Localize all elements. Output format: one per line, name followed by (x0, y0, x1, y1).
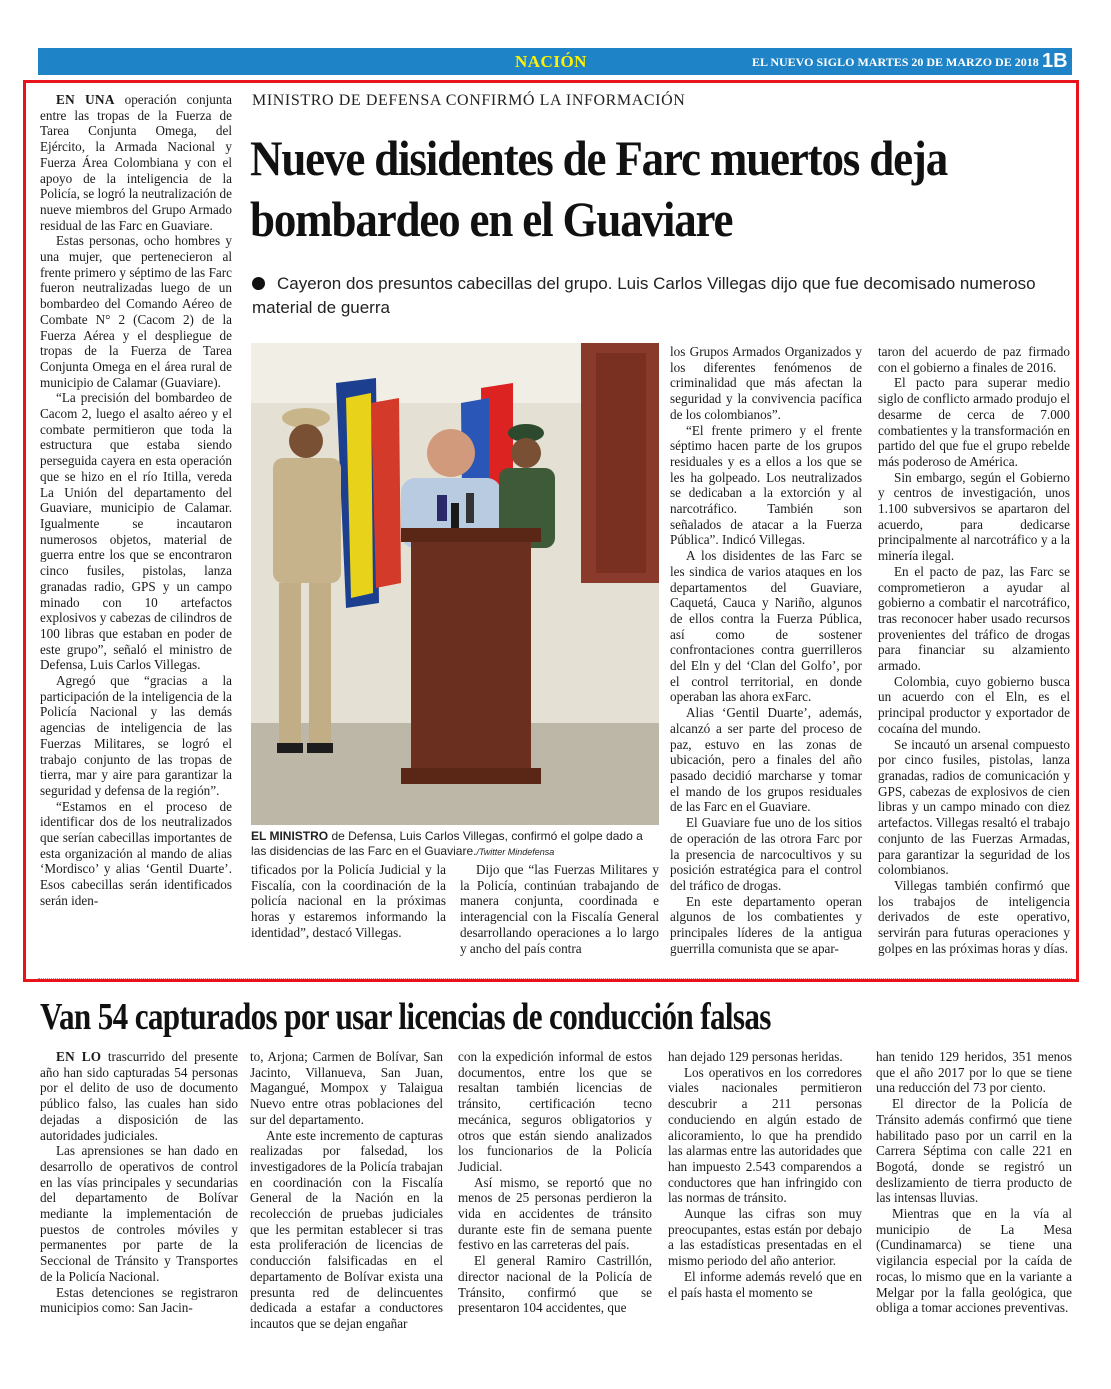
paragraph: operación conjunta entre las tropas de la Fuerza de Tarea Conjunta Omega, del Ejército, la Armada Nacional y Fuerza Área Colombiana y con el apoyo de la inteligencia de la Policía, se logró la neutralización de nueve miembros del Grupo Armado residual de las Farc en Guaviare. (40, 92, 232, 233)
subhead (252, 272, 1062, 320)
article-separator (38, 978, 1072, 979)
subhead-text: Cayeron dos presuntos cabecillas del grupo. Luis Carlos Villegas dijo que fue decomisado numeroso material de guerra (252, 274, 1036, 317)
article2-column-1 (40, 1049, 238, 1316)
press-conference-photo (251, 343, 659, 825)
paragraph: “Estamos en el proceso de identificar dos de los neutralizados que serían cabecillas importantes de esta organización al mando de alias ‘Mordisco’ y alias ‘Gentil Duarte’. Esos cabecillas serán identificados serán iden- (40, 798, 232, 908)
paragraph: Las aprensiones se han dado en desarrollo de operativos de control en las vías principales y secundarias del departamento de Bolívar mediante la implementación de puestos de controles móviles y permanentes por parte de la Seccional de Tránsito y Transportes de la Policía Nacional. (40, 1143, 238, 1284)
paragraph: Agregó que “gracias a la participación de la inteligencia de la Policía Nacional y las demás agencias de inteligencia de las Fuerzas Militares, se logró el trabajo conjunto de las tropas de tierra, mar y aire para garantizar la seguridad y defensa de la región”. (40, 673, 232, 798)
paragraph: Dijo que “las Fuerzas Militares y la Policía, continúan trabajando de manera conjunta, coordinada e interagencial con la Fiscalía General desarrollando operaciones a lo largo y ancho del país contra (460, 862, 659, 956)
photo-credit: /Twitter Mindefensa (476, 847, 555, 857)
paragraph: “El frente primero y el frente séptimo hacen parte de los grupos residuales y es a ellos a los que se les ha golpeado. Los neutralizados se dedicaban a la extorción y al narcotráfico. También son señalados de atacar a la Fuerza Pública”. Indicó Villegas. (670, 422, 862, 548)
photo-caption-lead: EL MINISTRO (251, 829, 329, 843)
paragraph: Colombia, cuyo gobierno busca un acuerdo con el Eln, es el principal productor y exportador de cocaína del mundo. (878, 673, 1070, 736)
paragraph: los Grupos Armados Organizados y los diferentes fenómenos de criminalidad que más afectan la seguridad y la convivencia pacífica de los colombianos”. (670, 344, 862, 422)
article1-column-3 (460, 862, 659, 956)
paragraph: Aunque las cifras son muy preocupantes, estas están por debajo a las estadísticas presentadas en el mismo periodo del año anterior. (668, 1206, 862, 1269)
paragraph: han tenido 129 heridos, 351 menos que el año 2017 por lo que se tiene una reducción del 73 por ciento. (876, 1049, 1072, 1096)
paragraph: Alias ‘Gentil Duarte’, además, alcanzó a ser parte del proceso de paz, estuvo en las zonas de ubicación, pero a finales del año pasado decidió marcharse y tomar el mando de los grupos residuales de las Farc en el Guaviare. (670, 705, 862, 815)
section-name: NACIÓN (515, 52, 587, 71)
paragraph: Los operativos en los corredores viales nacionales permitieron descubrir a 211 personas conduciendo en algún estado de alicoramiento, lo que ha prendido las alarmas entre las autoridades que han impuesto 2.543 comparendos a conductores que han infringido con las normas de tránsito. (668, 1064, 862, 1206)
paragraph: En este departamento operan algunos de los combatientes y principales líderes de la antigua guerrilla comunista que se apar- (670, 893, 862, 956)
paragraph: Estas detenciones se registraron municipios como: San Jacin- (40, 1284, 238, 1316)
paragraph: Sin embargo, según el Gobierno y centros de investigación, unos 1.100 subversivos se apartaron del acuerdo, para dedicarse principalmente al narcotráfico y a la minería ilegal. (878, 469, 1070, 564)
paragraph: to, Arjona; Carmen de Bolívar, San Jacinto, Villanueva, San Juan, Magangué, Mompox y Talaigua Nuevo entre otras poblaciones del sur del departamento. (250, 1049, 443, 1127)
paragraph: trascurrido del presente año han sido capturadas 54 personas por el delito de uso de documento público falso, las cuales han sido dejadas a disposición de las autoridades judiciales. (40, 1049, 239, 1143)
paragraph: Villegas también confirmó que los trabajos de inteligencia derivados de este operativo, servirán para futuras operaciones y golpes en las próximas horas y días. (878, 877, 1070, 956)
photo-caption (251, 829, 661, 860)
headline-secondary: Van 54 capturados por usar licencias de conducción falsas (40, 996, 771, 1038)
paragraph: A los disidentes de las Farc se les sindica de varios ataques en los departamentos del Guaviare, Caquetá, Cauca y Nariño, algunos de ellos contra la Fuerza Pública, así como de sostener confrontaciones contra guerrilleros del Eln y del ‘Clan del Golfo’, por el control territorial, en donde operaban las ahora exFarc. (670, 548, 862, 705)
article1-column-2 (251, 862, 446, 941)
paragraph: “La precisión del bombardeo de Cacom 2, luego el asalto aéreo y el combate permitieron que toda la estructura que estaba siendo perseguida cayera en esta operación que se hizo en el río Itilla, vereda La Unión del departamento del Guaviare, municipio de Calamar. Igualmente se incautaron numerosos objetos, material de guerra entre los que se encontraron cinco fusiles, pistolas, lanza granadas radio, GPS y un campo minado con 10 artefactos explosivos y cabezas de cilindros de 100 libras que estaban en poder de este grupo”, señaló el ministro de Defensa, Luis Carlos Villegas. (40, 390, 232, 673)
page-number: 1B (1042, 50, 1068, 72)
lead-in: EN LO (56, 1049, 102, 1064)
article1-column-1 (40, 92, 232, 909)
paragraph: Ante este incremento de capturas realizadas por falsedad, los investigadores de la Policía trabajan en coordinación con la Fiscalía General de la Nación en la recolección de pruebas judiciales que les permitan establecer si tras esta proliferación de licencias de conducción falsificadas en el departamento de Bolívar exista una presunta red de delincuentes dedicada a estafar a conductores incautos que se dejan engañar (250, 1127, 443, 1331)
article2-column-2 (250, 1049, 443, 1332)
lead-in: EN UNA (56, 92, 115, 107)
paragraph: tificados por la Policía Judicial y la Fiscalía, con la coordinación de la policía nacional en la próximas horas y estaremos informando la identidad”, destacó Villegas. (251, 862, 446, 940)
bullet-icon (252, 277, 265, 290)
paragraph: Estas personas, ocho hombres y una mujer, que pertenecieron al frente primero y séptimo de las Farc fueron neutralizadas luego de un bombardeo del Comando Aéreo de Combate N° 2 (Cacom 2) de la Fuerza Aérea y el despliegue de tropas de la Fuerza de Tarea Conjunta Omega en el área rural de municipio de Calamar (Guaviare). (40, 233, 232, 390)
article2-column-5 (876, 1049, 1072, 1316)
dateline: EL NUEVO SIGLO MARTES 20 DE MARZO DE 2018 (752, 55, 1039, 69)
paragraph: Se incautó un arsenal compuesto por cinco fusiles, pistolas, lanza granadas, radios de comunicación y GPS, cabezas de explosivos de cien libras y un campo minado con diez artefactos. Villegas resaltó el trabajo conjunto de las Fuerzas Armadas, para garantizar la seguridad de los colombianos. (878, 736, 1070, 878)
article2-column-3 (458, 1049, 652, 1316)
paragraph: El informe además reveló que en el país hasta el momento se (668, 1268, 862, 1300)
paragraph: En el pacto de paz, las Farc se comprometieron a ayudar al gobierno a combatir el narcotráfico, tras reconocer haber usado recursos provenientes del tráfico de drogas para financiar su alzamiento armado. (878, 563, 1070, 674)
paragraph: El general Ramiro Castrillón, director nacional de la Policía de Tránsito, confirmó que se presentaron 104 accidentes, que (458, 1253, 652, 1316)
article1-column-4 (670, 344, 862, 956)
paragraph: han dejado 129 personas heridas. (668, 1049, 843, 1064)
paragraph: El pacto para superar medio siglo de conflicto armado produjo el desarme de cerca de 7.000 combatientes y la transformación en partido del que fue el grupo rebelde más poderoso de América. (878, 375, 1070, 469)
paragraph: taron del acuerdo de paz firmado con el gobierno a finales de 2016. (878, 344, 1070, 375)
paragraph: Mientras que en la vía al municipio de La Mesa (Cundinamarca) se tiene una vigilancia especial por la caída de rocas, lo mismo que en la variante a Melgar por la falla geológica, que obliga a tomar acciones preventivas. (876, 1206, 1072, 1316)
paragraph: Así mismo, se reportó que no menos de 25 personas perdieron la vida en accidentes de tránsito durante este fin de semana puente festivo en las carreteras del país. (458, 1174, 652, 1253)
headline: Nueve disidentes de Farc muertos deja bombardeo en el Guaviare (250, 130, 948, 247)
photo-caption-text: de Defensa, Luis Carlos Villegas, confirmó el golpe dado a las disidencias de las Farc en el Guaviare. (251, 829, 643, 858)
article2-column-4 (668, 1049, 862, 1300)
article1-column-5 (878, 344, 1070, 956)
kicker: MINISTRO DE DEFENSA CONFIRMÓ LA INFORMACIÓN (252, 92, 686, 109)
paragraph: El director de la Policía de Tránsito además confirmó que tiene habilitado paso por un carril en la Carrera Séptima con calle 221 en Bogotá, donde se registró un deslizamiento de tierra producto de las intensas lluvias. (876, 1096, 1072, 1206)
paragraph: El Guaviare fue uno de los sitios de operación de las otrora Farc por la presencia de narcocultivos y su posición estratégica para el control del tráfico de drogas. (670, 815, 862, 893)
paragraph: con la expedición informal de estos documentos, entre los que se resaltan también licencias de tránsito, certificación tecno mecánica, seguros obligatorios y otros que están siendo analizados los funcionarios de la Policía Judicial. (458, 1049, 652, 1174)
